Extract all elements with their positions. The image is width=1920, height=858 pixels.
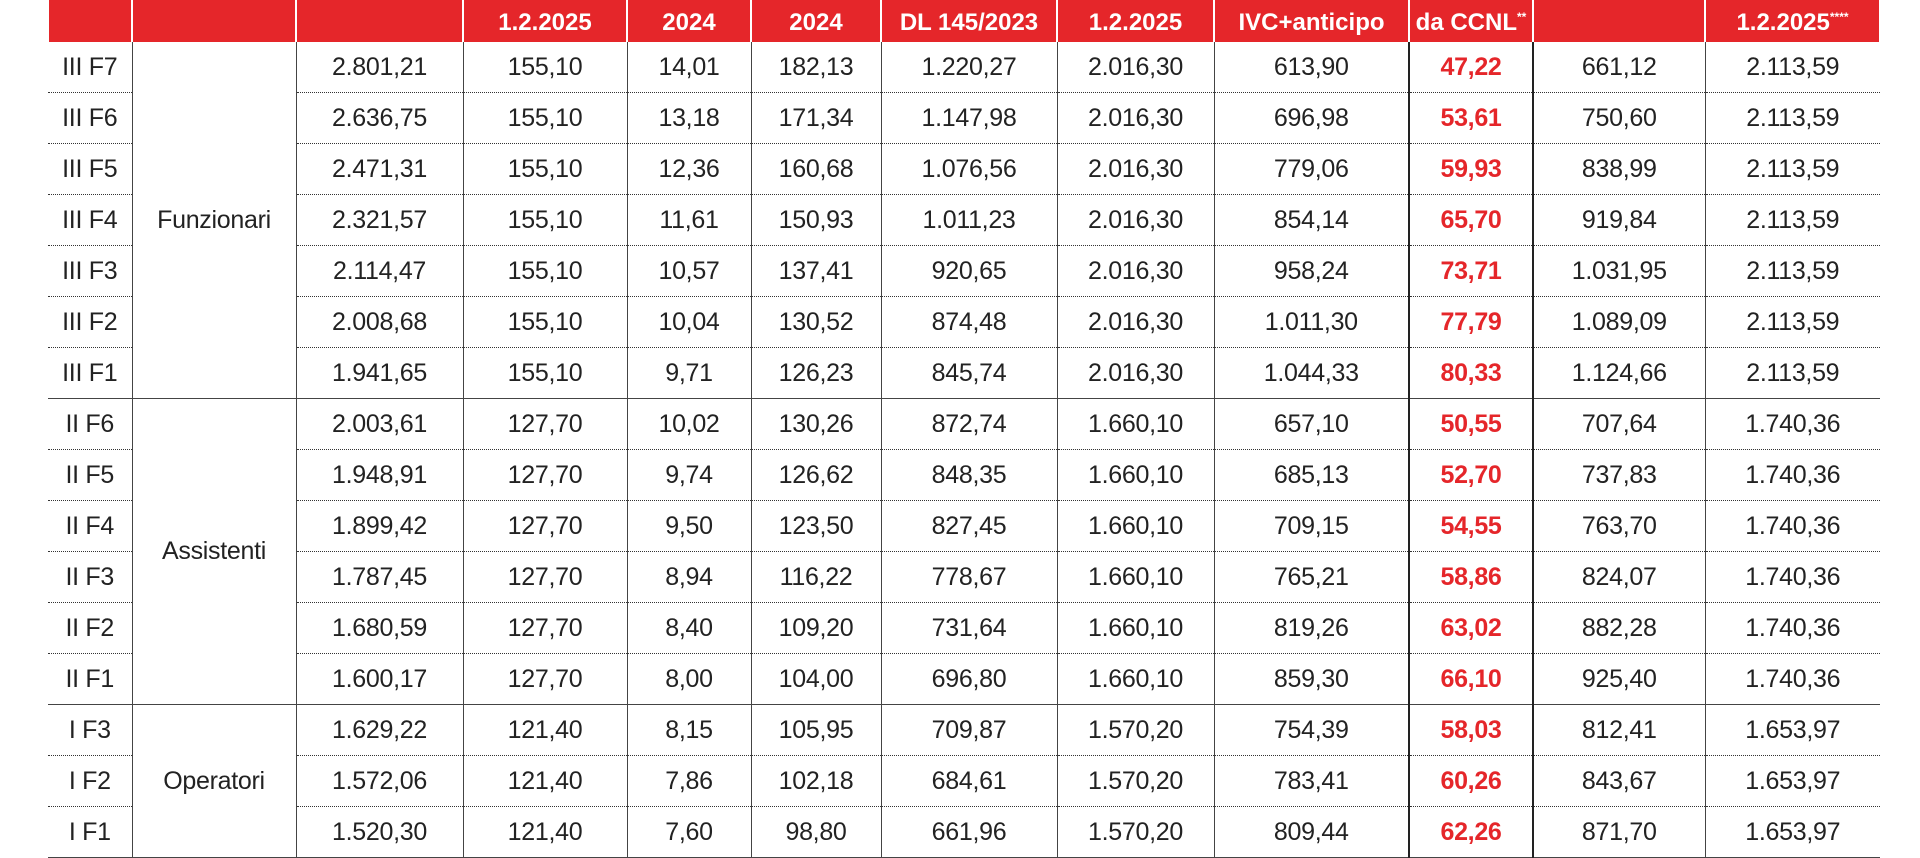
table-row bbox=[48, 42, 1880, 93]
value-cell: 2.016,30 bbox=[1057, 246, 1214, 297]
table-row bbox=[48, 348, 1880, 399]
column-header-text: 2024 bbox=[662, 9, 716, 36]
value-cell: 2.016,30 bbox=[1057, 348, 1214, 399]
table-row bbox=[48, 756, 1880, 807]
value-cell: 130,26 bbox=[751, 399, 881, 450]
value-cell: 121,40 bbox=[463, 807, 627, 858]
value-cell: 1.740,36 bbox=[1705, 603, 1880, 654]
value-cell: 116,22 bbox=[751, 552, 881, 603]
value-cell: 859,30 bbox=[1214, 654, 1409, 705]
value-cell: 707,64 bbox=[1533, 399, 1705, 450]
value-cell: 882,28 bbox=[1533, 603, 1705, 654]
value-cell: 1.660,10 bbox=[1057, 399, 1214, 450]
column-header-12 bbox=[1705, 0, 1880, 42]
highlighted-value-cell: 59,93 bbox=[1409, 144, 1533, 195]
value-cell: 709,15 bbox=[1214, 501, 1409, 552]
value-cell: 105,95 bbox=[751, 705, 881, 756]
column-header-text: 2024 bbox=[789, 9, 843, 36]
table-row bbox=[48, 144, 1880, 195]
value-cell: 1.572,06 bbox=[296, 756, 463, 807]
value-cell: 1.660,10 bbox=[1057, 450, 1214, 501]
highlighted-value-cell: 58,03 bbox=[1409, 705, 1533, 756]
value-cell: 9,50 bbox=[627, 501, 751, 552]
value-cell: 14,01 bbox=[627, 42, 751, 93]
value-cell: 13,18 bbox=[627, 93, 751, 144]
value-cell: 827,45 bbox=[881, 501, 1057, 552]
table-row bbox=[48, 501, 1880, 552]
column-header-text: DL 145/2023 bbox=[899, 9, 1039, 36]
value-cell: 2.003,61 bbox=[296, 399, 463, 450]
grade-cell: II F4 bbox=[48, 501, 132, 552]
column-header-label bbox=[1410, 6, 1532, 34]
value-cell: 155,10 bbox=[463, 144, 627, 195]
value-cell: 8,00 bbox=[627, 654, 751, 705]
category-cell: Assistenti bbox=[132, 399, 296, 705]
value-cell: 1.520,30 bbox=[296, 807, 463, 858]
column-header-8 bbox=[1057, 0, 1214, 42]
value-cell: 696,98 bbox=[1214, 93, 1409, 144]
table-row bbox=[48, 450, 1880, 501]
value-cell: 2.016,30 bbox=[1057, 93, 1214, 144]
value-cell: 763,70 bbox=[1533, 501, 1705, 552]
column-header-6 bbox=[751, 0, 881, 42]
grade-cell: I F2 bbox=[48, 756, 132, 807]
column-header-2 bbox=[132, 0, 296, 42]
value-cell: 1.124,66 bbox=[1533, 348, 1705, 399]
column-header-label bbox=[1215, 9, 1408, 36]
value-cell: 709,87 bbox=[881, 705, 1057, 756]
value-cell: 843,67 bbox=[1533, 756, 1705, 807]
value-cell: 750,60 bbox=[1533, 93, 1705, 144]
value-cell: 1.570,20 bbox=[1057, 807, 1214, 858]
grade-cell: III F1 bbox=[48, 348, 132, 399]
value-cell: 12,36 bbox=[627, 144, 751, 195]
highlighted-value-cell: 60,26 bbox=[1409, 756, 1533, 807]
value-cell: 155,10 bbox=[463, 348, 627, 399]
column-header-footnote-mark: ** bbox=[1517, 10, 1527, 24]
value-cell: 171,34 bbox=[751, 93, 881, 144]
value-cell: 696,80 bbox=[881, 654, 1057, 705]
value-cell: 127,70 bbox=[463, 501, 627, 552]
highlighted-value-cell: 73,71 bbox=[1409, 246, 1533, 297]
value-cell: 661,12 bbox=[1533, 42, 1705, 93]
value-cell: 1.044,33 bbox=[1214, 348, 1409, 399]
grade-cell: II F5 bbox=[48, 450, 132, 501]
value-cell: 104,00 bbox=[751, 654, 881, 705]
table-row bbox=[48, 297, 1880, 348]
value-cell: 2.114,47 bbox=[296, 246, 463, 297]
value-cell: 121,40 bbox=[463, 705, 627, 756]
value-cell: 130,52 bbox=[751, 297, 881, 348]
grade-cell: III F6 bbox=[48, 93, 132, 144]
value-cell: 958,24 bbox=[1214, 246, 1409, 297]
grade-cell: II F6 bbox=[48, 399, 132, 450]
value-cell: 155,10 bbox=[463, 246, 627, 297]
column-header-5 bbox=[627, 0, 751, 42]
column-header-7 bbox=[881, 0, 1057, 42]
value-cell: 8,94 bbox=[627, 552, 751, 603]
value-cell: 1.653,97 bbox=[1705, 705, 1880, 756]
salary-table-sheet bbox=[47, 0, 1879, 858]
value-cell: 1.076,56 bbox=[881, 144, 1057, 195]
column-header-1 bbox=[48, 0, 132, 42]
value-cell: 1.570,20 bbox=[1057, 705, 1214, 756]
value-cell: 1.600,17 bbox=[296, 654, 463, 705]
value-cell: 1.570,20 bbox=[1057, 756, 1214, 807]
value-cell: 126,62 bbox=[751, 450, 881, 501]
value-cell: 2.113,59 bbox=[1705, 246, 1880, 297]
value-cell: 109,20 bbox=[751, 603, 881, 654]
value-cell: 737,83 bbox=[1533, 450, 1705, 501]
value-cell: 920,65 bbox=[881, 246, 1057, 297]
grade-cell: I F1 bbox=[48, 807, 132, 858]
highlighted-value-cell: 66,10 bbox=[1409, 654, 1533, 705]
value-cell: 9,74 bbox=[627, 450, 751, 501]
value-cell: 2.321,57 bbox=[296, 195, 463, 246]
grade-cell: III F7 bbox=[48, 42, 132, 93]
value-cell: 1.740,36 bbox=[1705, 501, 1880, 552]
value-cell: 127,70 bbox=[463, 552, 627, 603]
highlighted-value-cell: 54,55 bbox=[1409, 501, 1533, 552]
value-cell: 137,41 bbox=[751, 246, 881, 297]
value-cell: 2.016,30 bbox=[1057, 297, 1214, 348]
highlighted-value-cell: 65,70 bbox=[1409, 195, 1533, 246]
value-cell: 7,86 bbox=[627, 756, 751, 807]
table-row bbox=[48, 552, 1880, 603]
value-cell: 657,10 bbox=[1214, 399, 1409, 450]
value-cell: 160,68 bbox=[751, 144, 881, 195]
grade-cell: II F2 bbox=[48, 603, 132, 654]
value-cell: 1.147,98 bbox=[881, 93, 1057, 144]
value-cell: 1.660,10 bbox=[1057, 552, 1214, 603]
value-cell: 11,61 bbox=[627, 195, 751, 246]
value-cell: 1.031,95 bbox=[1533, 246, 1705, 297]
value-cell: 1.653,97 bbox=[1705, 807, 1880, 858]
value-cell: 809,44 bbox=[1214, 807, 1409, 858]
column-header-text: 1.2.2025 bbox=[1088, 9, 1183, 36]
header-row bbox=[48, 0, 1880, 42]
value-cell: 778,67 bbox=[881, 552, 1057, 603]
highlighted-value-cell: 80,33 bbox=[1409, 348, 1533, 399]
table-row bbox=[48, 807, 1880, 858]
value-cell: 1.680,59 bbox=[296, 603, 463, 654]
value-cell: 2.801,21 bbox=[296, 42, 463, 93]
grade-cell: III F3 bbox=[48, 246, 132, 297]
column-header-text: da CCNL bbox=[1415, 9, 1517, 36]
value-cell: 1.740,36 bbox=[1705, 552, 1880, 603]
value-cell: 613,90 bbox=[1214, 42, 1409, 93]
value-cell: 779,06 bbox=[1214, 144, 1409, 195]
value-cell: 731,64 bbox=[881, 603, 1057, 654]
value-cell: 754,39 bbox=[1214, 705, 1409, 756]
column-header-4 bbox=[463, 0, 627, 42]
value-cell: 824,07 bbox=[1533, 552, 1705, 603]
value-cell: 848,35 bbox=[881, 450, 1057, 501]
column-header-label bbox=[628, 9, 750, 36]
value-cell: 1.629,22 bbox=[296, 705, 463, 756]
value-cell: 838,99 bbox=[1533, 144, 1705, 195]
value-cell: 854,14 bbox=[1214, 195, 1409, 246]
value-cell: 684,61 bbox=[881, 756, 1057, 807]
value-cell: 127,70 bbox=[463, 399, 627, 450]
column-header-10 bbox=[1409, 0, 1533, 42]
value-cell: 1.740,36 bbox=[1705, 450, 1880, 501]
column-header-text: IVC+anticipo bbox=[1238, 9, 1385, 36]
value-cell: 2.471,31 bbox=[296, 144, 463, 195]
table-body bbox=[48, 42, 1880, 858]
value-cell: 765,21 bbox=[1214, 552, 1409, 603]
value-cell: 2.008,68 bbox=[296, 297, 463, 348]
table-row bbox=[48, 654, 1880, 705]
value-cell: 1.660,10 bbox=[1057, 603, 1214, 654]
highlighted-value-cell: 58,86 bbox=[1409, 552, 1533, 603]
value-cell: 812,41 bbox=[1533, 705, 1705, 756]
value-cell: 783,41 bbox=[1214, 756, 1409, 807]
grade-cell: III F4 bbox=[48, 195, 132, 246]
value-cell: 9,71 bbox=[627, 348, 751, 399]
category-cell: Operatori bbox=[132, 705, 296, 858]
highlighted-value-cell: 53,61 bbox=[1409, 93, 1533, 144]
value-cell: 2.113,59 bbox=[1705, 297, 1880, 348]
table-row bbox=[48, 705, 1880, 756]
value-cell: 126,23 bbox=[751, 348, 881, 399]
value-cell: 919,84 bbox=[1533, 195, 1705, 246]
value-cell: 1.660,10 bbox=[1057, 654, 1214, 705]
table-row bbox=[48, 195, 1880, 246]
value-cell: 872,74 bbox=[881, 399, 1057, 450]
value-cell: 1.948,91 bbox=[296, 450, 463, 501]
value-cell: 1.740,36 bbox=[1705, 654, 1880, 705]
table-row bbox=[48, 246, 1880, 297]
value-cell: 871,70 bbox=[1533, 807, 1705, 858]
highlighted-value-cell: 77,79 bbox=[1409, 297, 1533, 348]
value-cell: 819,26 bbox=[1214, 603, 1409, 654]
column-header-3 bbox=[296, 0, 463, 42]
value-cell: 1.220,27 bbox=[881, 42, 1057, 93]
table-row bbox=[48, 603, 1880, 654]
value-cell: 102,18 bbox=[751, 756, 881, 807]
value-cell: 98,80 bbox=[751, 807, 881, 858]
value-cell: 874,48 bbox=[881, 297, 1057, 348]
value-cell: 121,40 bbox=[463, 756, 627, 807]
value-cell: 1.941,65 bbox=[296, 348, 463, 399]
column-header-9 bbox=[1214, 0, 1409, 42]
value-cell: 2.113,59 bbox=[1705, 195, 1880, 246]
value-cell: 2.636,75 bbox=[296, 93, 463, 144]
value-cell: 2.113,59 bbox=[1705, 348, 1880, 399]
grade-cell: III F5 bbox=[48, 144, 132, 195]
value-cell: 7,60 bbox=[627, 807, 751, 858]
value-cell: 1.089,09 bbox=[1533, 297, 1705, 348]
value-cell: 123,50 bbox=[751, 501, 881, 552]
highlighted-value-cell: 47,22 bbox=[1409, 42, 1533, 93]
value-cell: 127,70 bbox=[463, 603, 627, 654]
value-cell: 150,93 bbox=[751, 195, 881, 246]
highlighted-value-cell: 50,55 bbox=[1409, 399, 1533, 450]
value-cell: 155,10 bbox=[463, 297, 627, 348]
value-cell: 1.740,36 bbox=[1705, 399, 1880, 450]
grade-cell: II F3 bbox=[48, 552, 132, 603]
column-header-label bbox=[752, 9, 880, 36]
value-cell: 845,74 bbox=[881, 348, 1057, 399]
column-header-label bbox=[1058, 9, 1213, 36]
value-cell: 155,10 bbox=[463, 93, 627, 144]
column-header-label bbox=[464, 9, 626, 36]
column-header-label bbox=[882, 9, 1056, 36]
value-cell: 1.787,45 bbox=[296, 552, 463, 603]
highlighted-value-cell: 63,02 bbox=[1409, 603, 1533, 654]
value-cell: 1.011,30 bbox=[1214, 297, 1409, 348]
grade-cell: I F3 bbox=[48, 705, 132, 756]
value-cell: 1.653,97 bbox=[1705, 756, 1880, 807]
value-cell: 155,10 bbox=[463, 195, 627, 246]
value-cell: 2.016,30 bbox=[1057, 42, 1214, 93]
column-header-text: 1.2.2025 bbox=[1736, 9, 1830, 36]
value-cell: 661,96 bbox=[881, 807, 1057, 858]
value-cell: 127,70 bbox=[463, 654, 627, 705]
column-header-11 bbox=[1533, 0, 1705, 42]
salary-table bbox=[47, 0, 1881, 858]
value-cell: 2.113,59 bbox=[1705, 42, 1880, 93]
highlighted-value-cell: 62,26 bbox=[1409, 807, 1533, 858]
value-cell: 8,15 bbox=[627, 705, 751, 756]
value-cell: 2.113,59 bbox=[1705, 93, 1880, 144]
column-header-footnote-mark: **** bbox=[1829, 10, 1849, 24]
grade-cell: III F2 bbox=[48, 297, 132, 348]
value-cell: 10,02 bbox=[627, 399, 751, 450]
value-cell: 2.016,30 bbox=[1057, 195, 1214, 246]
value-cell: 10,57 bbox=[627, 246, 751, 297]
value-cell: 2.113,59 bbox=[1705, 144, 1880, 195]
category-cell: Funzionari bbox=[132, 42, 296, 399]
value-cell: 1.011,23 bbox=[881, 195, 1057, 246]
value-cell: 2.016,30 bbox=[1057, 144, 1214, 195]
value-cell: 925,40 bbox=[1533, 654, 1705, 705]
value-cell: 1.899,42 bbox=[296, 501, 463, 552]
column-header-label bbox=[1706, 6, 1879, 34]
value-cell: 685,13 bbox=[1214, 450, 1409, 501]
value-cell: 182,13 bbox=[751, 42, 881, 93]
value-cell: 10,04 bbox=[627, 297, 751, 348]
value-cell: 155,10 bbox=[463, 42, 627, 93]
grade-cell: II F1 bbox=[48, 654, 132, 705]
table-row bbox=[48, 399, 1880, 450]
value-cell: 127,70 bbox=[463, 450, 627, 501]
column-header-text: 1.2.2025 bbox=[498, 9, 592, 36]
table-row bbox=[48, 93, 1880, 144]
value-cell: 8,40 bbox=[627, 603, 751, 654]
highlighted-value-cell: 52,70 bbox=[1409, 450, 1533, 501]
value-cell: 1.660,10 bbox=[1057, 501, 1214, 552]
